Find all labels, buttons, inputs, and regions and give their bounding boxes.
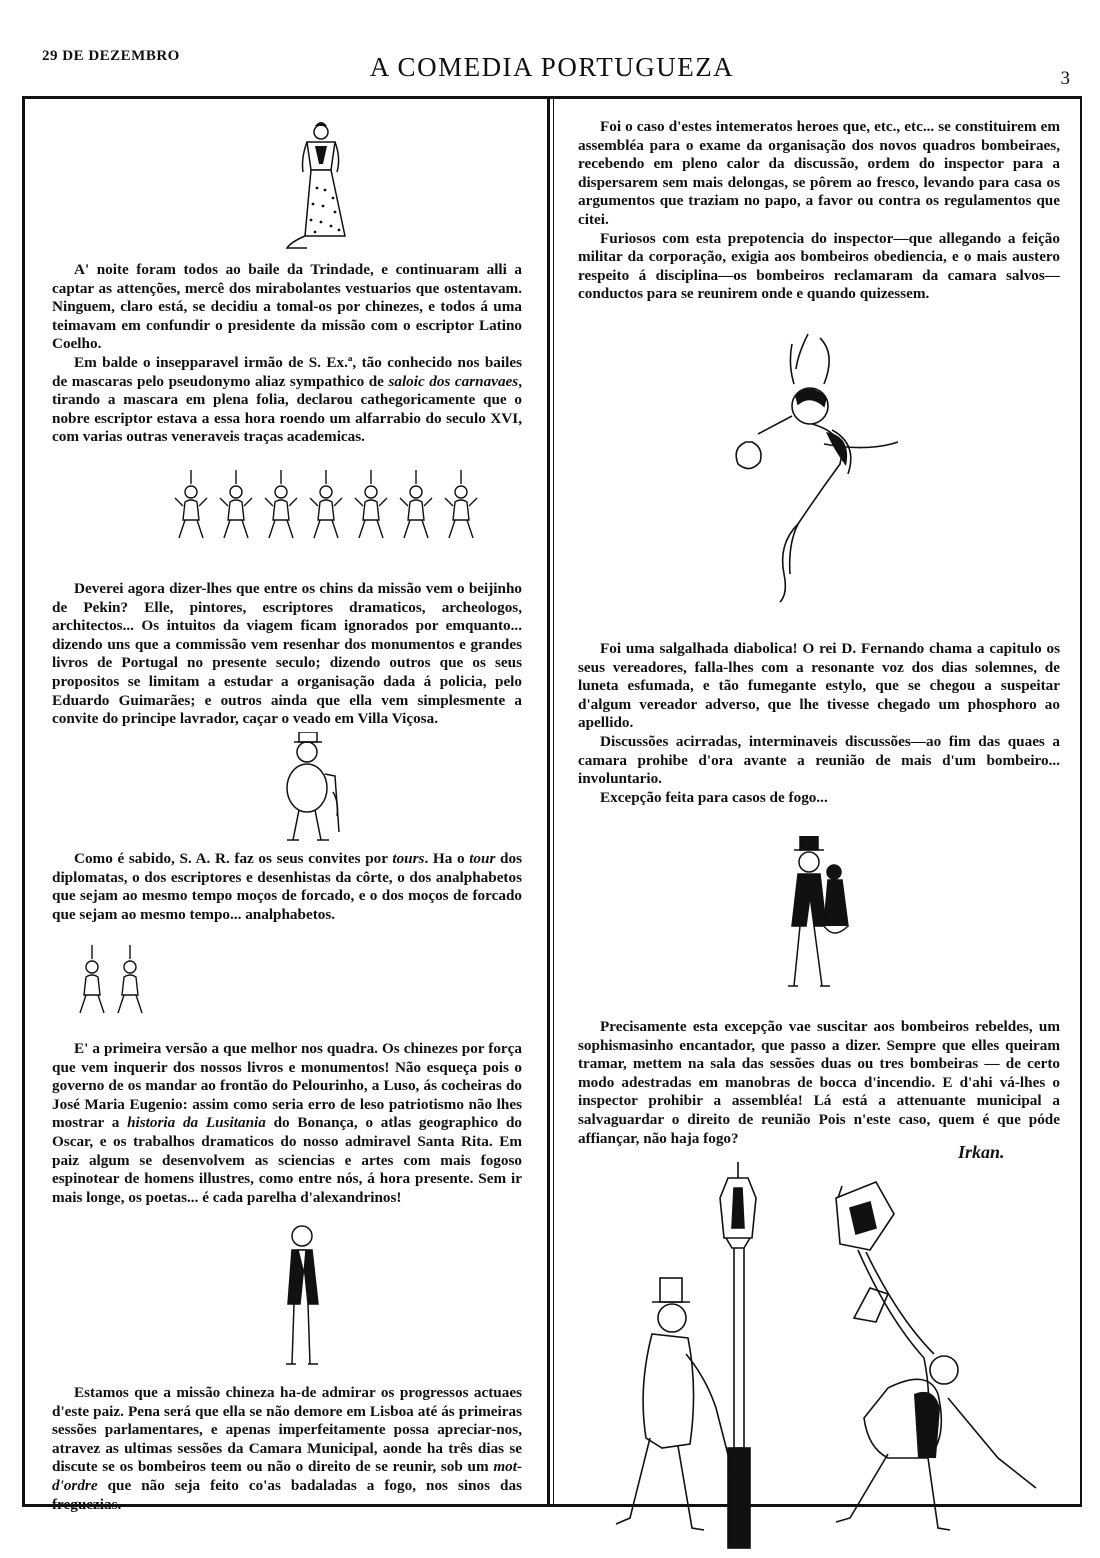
paragraph-furiosos: Furiosos com esta prepotencia do inspector—que allegando a feição militar da corporação, exigia aos bombeiros obediencia, e o mais austero respeito á disciplina—os bombeiros reclamaram da camara salvos—conductos para se reunirem onde e quando quizessem. [578, 229, 1060, 303]
paragraph-salgalhada: Foi uma salgalhada diabolica! O rei D. Fernando chama a capitulo os seus vereadores, falla-lhes com a resonante voz dos dias solemnes, de luneta esfumada, e tão fumegante estylo, que se chegou a suspeitar d'algum vereador adverso, que lhe tivesse chegado um phosphoro ao apellido. [578, 640, 1060, 732]
dandy-couple-illustration [778, 836, 868, 1006]
article-paragraph [52, 850, 522, 924]
text-span: dos diplomatas, o dos escriptores e desenhistas da côrte, o dos analphabetos que sejam ao mesmo tempo moços de forcado, e o dos moços de forcado que sejam ao mesmo tempo... analphabetos. [52, 850, 522, 923]
masthead-title: A COMEDIA PORTUGUEZA [369, 52, 735, 82]
newspaper-page [22, 28, 1082, 1518]
article-paragraph [578, 1018, 1060, 1148]
paragraph-primeira-versao [52, 1040, 522, 1207]
italic-span: historia da Lusitania [127, 1114, 266, 1132]
text-span: que não seja feito co'as badaladas a fogo, nos sinos das freguezias. [52, 1476, 522, 1513]
tailcoat-man-illustration [274, 1224, 334, 1374]
page-number: 3 [1060, 68, 1070, 89]
italic-span: saloic dos carnavaes [388, 372, 519, 390]
paragraph-missao-chineza [52, 1384, 522, 1514]
dancing-figures-illustration [167, 468, 497, 548]
column-divider [547, 98, 550, 1506]
text-span: Estamos que a missão chineza ha-de admirar os progressos actuaes d'este paiz. Pena será que ella se não demore em Lisboa até ás primeiras sessões parlamentares, e apenas imperfeitamente possa apreciar-nos, atravez as ultimas sessões da Camara Municipal, aonde ha três dias se discute se os bombeiros teem ou não o direito de se reunir, sob um [52, 1384, 522, 1476]
article-paragraph [52, 580, 522, 729]
paragraph-intemeratos: Foi o caso d'estes intemeratos heroes que, etc., etc... se constituirem em assembléa para o exame da organisação dos novos quadros bombeiraes, recebendo em pleno calor da discussão, ordem do inspector para a dispersarem sem mais delongas, se pôrem ao fresco, levando para casa os argumentos que traziam no papo, a favor ou contra os regulamentos que citei. [578, 118, 1060, 228]
page-header [22, 28, 1082, 98]
article-paragraph [52, 1384, 522, 1514]
column-divider-thin [553, 98, 554, 1506]
smoking-devil-illustration [728, 324, 898, 604]
paragraph-precisamente: Precisamente esta excepção vae suscitar aos bombeiros rebeldes, um sophismasinho encantador, que passo a dizer. Sempre que elles queiram tramar, mettem na sala das sessões duas ou tres bombeiras — de certo modo adestradas em manobras de bocca d'incendio. E d'ahi vá-lhes o inspector prohibir a assembléa! Lá está a attenuante municipal a salvaguardar o direito de reunião Pois n'este caso, quem é que póde affiançar, não haja fogo? [578, 1018, 1060, 1147]
paragraph-em-balde [52, 354, 522, 447]
text-span: Em balde o insepparavel irmão de S. Ex.ª, tão conhecido nos bailes de mascaras pelo pseudonymo aliaz sympathico de [52, 353, 522, 390]
author-signature: Irkan. [958, 1142, 1005, 1162]
italic-span: tour [469, 850, 496, 867]
frame-right [1080, 96, 1082, 1506]
header-rule [22, 96, 1082, 99]
paragraph-tours [52, 850, 522, 924]
text-span: do Bonança, o atlas geographico do Oscar, e os trabalhos dramaticos do nosso admiravel Santa Rita. Em paiz algum se desenvolvem as sciencias e artes com mais fogoso espinotear de homens illustres, como entre nós, á hora presente. Sem ir mais longe, os poetas... é cada parelha d'alexandrinos! [52, 1114, 522, 1206]
issue-date: 29 DE DEZEMBRO [42, 48, 180, 64]
paragraph-baile-trindade: A' noite foram todos ao baile da Trindade, e continuaram alli a captar as attenções, mercê dos mirabolantes vestuarios que ostentavam. Ninguem, claro está, se decidiu a tomal-os por chinezes, e todos á uma teimavam em confundir o presidente da missão com o escriptor Latino Coelho. [52, 261, 522, 353]
top-hat-man-illustration [277, 732, 352, 847]
italic-span: tours [392, 850, 425, 867]
text-span: E' a primeira versão a que melhor nos quadra. Os chinezes por força que vem inquerir dos nossos livros e monumentos! Não esqueça pois o governo de os mandar ao frontão do Pelourinho, a Luso, ás cocheiras do José Maria Eugenio: assim como seria erro de leso patriotismo não lhes mostrar a [52, 1040, 522, 1132]
text-span: . Ha o [424, 850, 470, 867]
paragraph-beijinho-pekin: Deverei agora dizer-lhes que entre os chins da missão vem o beijinho de Pekin? Elle, pintores, escriptores dramaticos, archeologos, architectos... Os intuitos da viagem ficam ignorados por emquanto... dizendo uns que a commissão vem resenhar dos monumentos e grandes livros de Portugal no presente seculo; dizendo outros que os seus propositos se limitam a estudar a organisação dada á policia, pelo Eduardo Guimarães; e outros ainda que ella vem simplesmente a convite do principe lavrador, caçar o veado em Villa Viçosa. [52, 580, 522, 728]
article-paragraph [52, 1040, 522, 1207]
text-span: , tirando a mascara em plena folia, declarou cathegoricamente que o nobre escriptor estava a essa hora roendo um alfarrabio do seculo XVI, com varias outras veneraveis traças academicas. [52, 372, 522, 446]
text-span: Como é sabido, S. A. R. faz os seus convites por [74, 850, 393, 867]
italic-span: mot-d'ordre [52, 1458, 522, 1494]
article-paragraph [578, 118, 1060, 304]
paragraph-excepcao: Excepção feita para casos de fogo... [600, 788, 828, 806]
article-paragraph [578, 640, 1060, 807]
two-figures-illustration [72, 943, 152, 1023]
article-paragraph [52, 261, 522, 447]
lamp-post-cartoon [588, 1158, 1058, 1558]
lady-illustration [277, 118, 362, 253]
frame-left [22, 96, 25, 1506]
paragraph-discussoes: Discussões acirradas, interminaveis discussões—ao fim das quaes a camara prohibe d'ora avante a reunião de mais d'um bombeiro... involuntario. [578, 732, 1060, 788]
